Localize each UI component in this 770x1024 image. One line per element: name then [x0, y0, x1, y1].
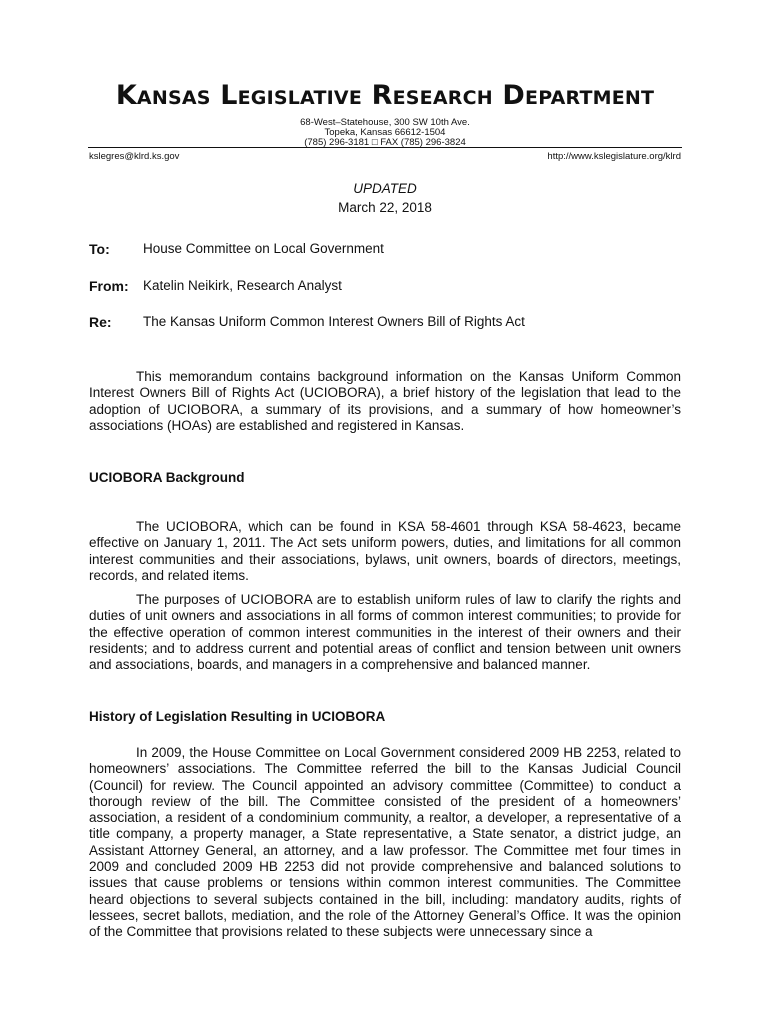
updated-label: UPDATED [353, 181, 417, 196]
email-address[interactable]: kslegres@klrd.ks.gov [89, 151, 180, 162]
department-title: Kansas Legislative Research Department [115, 80, 655, 111]
re-value: The Kansas Uniform Common Interest Owners Bill of Rights Act [143, 314, 525, 329]
section-heading-background: UCIOBORA Background [89, 470, 245, 485]
background-paragraph-2: The purposes of UCIOBORA are to establish uniform rules of law to clarify the rights and duties of unit owners and associations in all forms of common interest communities; to provide for the effective operation of common interest communities in the interest of their owners and their residents; and to address current and potential areas of conflict and tension between unit owners and associations, boards, and managers in a comprehensive and balanced manner. [89, 592, 681, 673]
memo-date: March 22, 2018 [338, 200, 432, 215]
intro-paragraph: This memorandum contains background information on the Kansas Uniform Common Interest Owners Bill of Rights Act (UCIOBORA), a brief history of the legislation that lead to the adoption of UCIOBORA, a summary of its provisions, and a summary of how homeowner’s associations (HOAs) are established and registered in Kansas. [89, 369, 681, 433]
from-value: Katelin Neikirk, Research Analyst [143, 278, 342, 293]
phone-fax: (785) 296-3181 □ FAX (785) 296-3824 [304, 137, 466, 148]
background-paragraph-1: The UCIOBORA, which can be found in KSA 58-4601 through KSA 58-4623, became effective on January 1, 2011. The Act sets uniform powers, duties, and limitations for all common interest communities and their associations, bylaws, unit owners, boards of directors, meetings, records, and related items. [89, 519, 681, 583]
re-label: Re: [89, 314, 112, 330]
header-divider [88, 147, 682, 148]
address-city: Topeka, Kansas 66612-1504 [324, 127, 446, 138]
from-label: From: [89, 278, 129, 294]
to-label: To: [89, 241, 110, 257]
section-heading-history: History of Legislation Resulting in UCIOBORA [89, 709, 386, 724]
to-value: House Committee on Local Government [143, 241, 384, 256]
history-paragraph: In 2009, the House Committee on Local Government considered 2009 HB 2253, related to homeowners’ associations. The Committee referred the bill to the Kansas Judicial Council (Council) for review. The Council appointed an advisory committee (Committee) to conduct a thorough review of the bill. The Committee consisted of the president of a homeowners’ association, a resident of a condominium community, a realtor, a developer, a representative of a title company, a property manager, a State representative, a State senator, a district judge, an Assistant Attorney General, an attorney, and a law professor. The Committee met four times in 2009 and concluded 2009 HB 2253 did not provide comprehensive and balanced solutions to issues that cause problems or tensions within common interest communities. The Committee heard objections to several subjects contained in the bill, including: mandatory audits, rights of lessees, secret ballots, mediation, and the role of the Attorney General’s Office. It was the opinion of the Committee that provisions related to these subjects were unnecessary since a [89, 745, 681, 940]
address-street: 68-West–Statehouse, 300 SW 10th Ave. [300, 117, 470, 128]
website-link[interactable]: http://www.kslegislature.org/klrd [547, 151, 681, 162]
